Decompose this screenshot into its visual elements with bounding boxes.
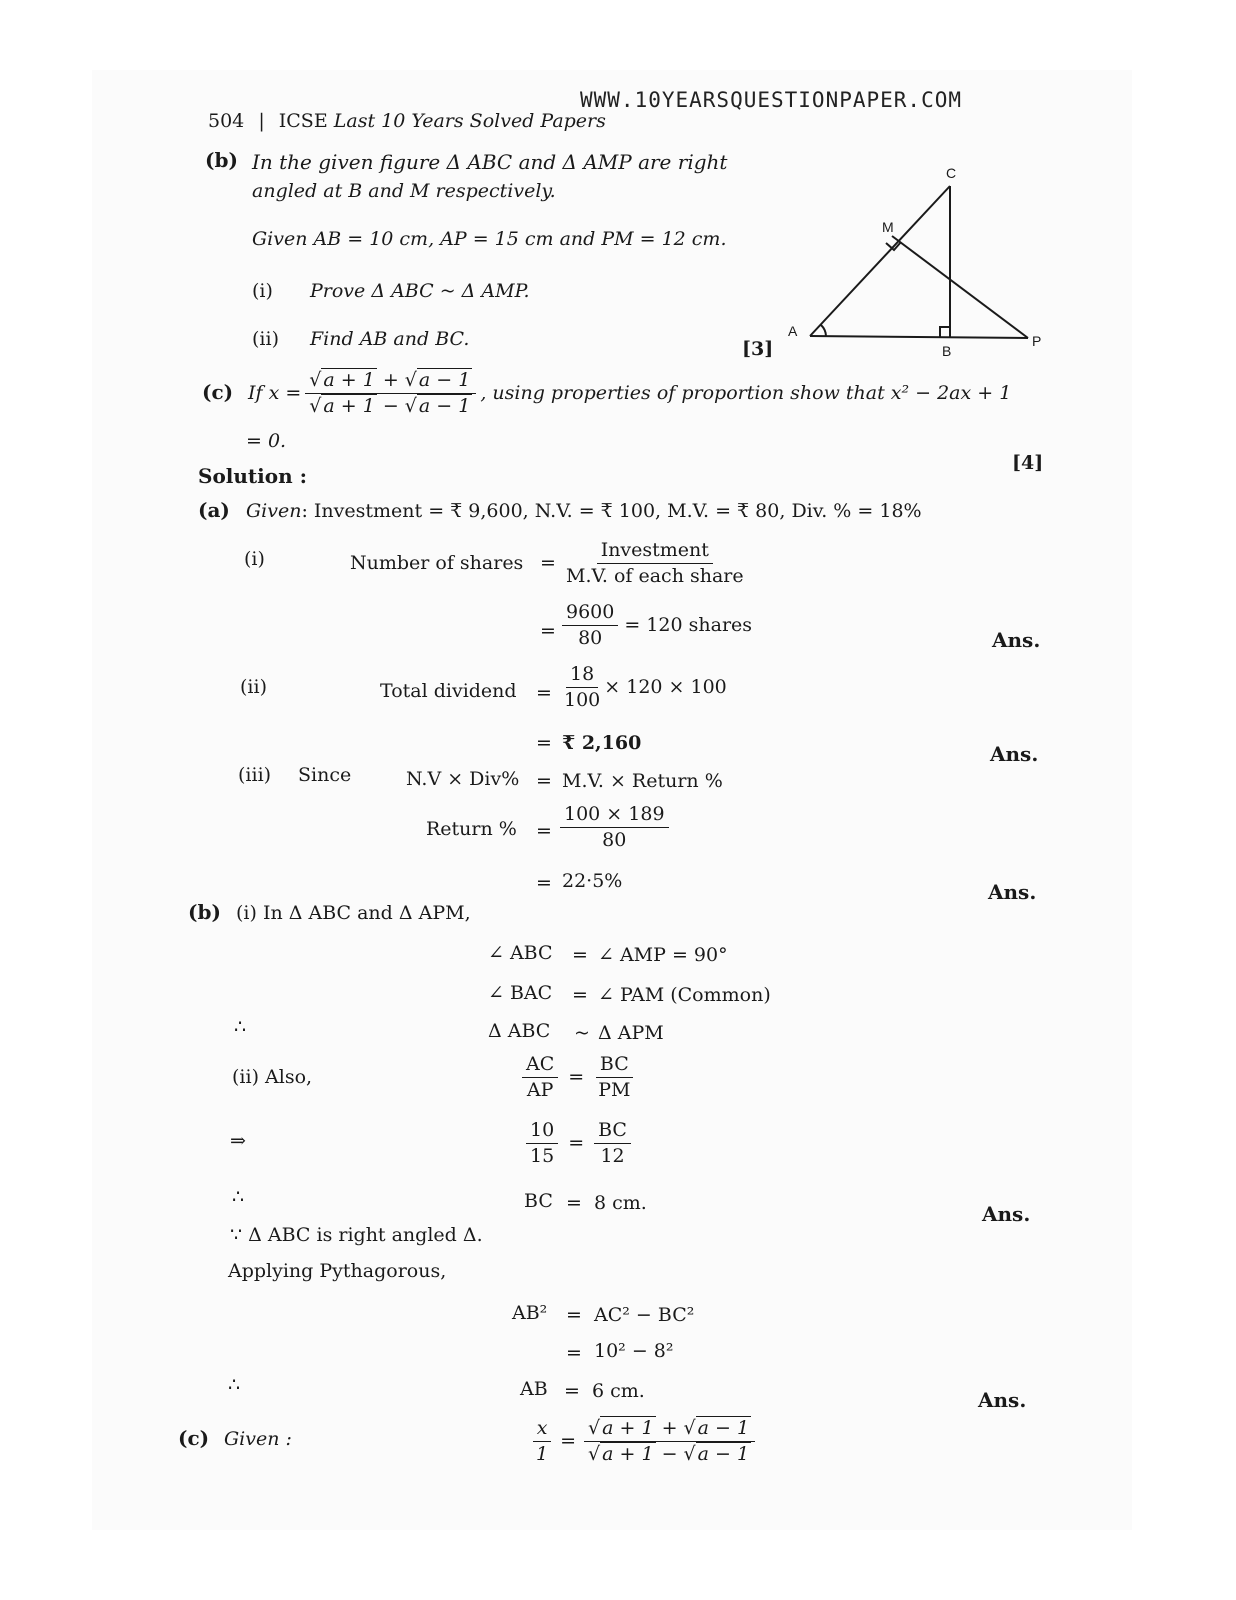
sol-a-i-eq2: = <box>540 620 556 642</box>
sol-a-ii-num: 18 <box>566 664 598 688</box>
sol-b-f1-ld: AP <box>526 1078 554 1101</box>
sol-b-ab-eq: = <box>566 1304 582 1326</box>
sol-b-ab-rhs2: 10² − 8² <box>594 1340 674 1362</box>
sol-b-intro: (i) In Δ ABC and Δ APM, <box>236 902 471 924</box>
sol-b-eq3-op: ~ <box>574 1022 590 1044</box>
ans-a-i: Ans. <box>992 628 1041 652</box>
sol-a-iii-eq2: = <box>536 820 552 842</box>
sol-a-ii-result: ₹ 2,160 <box>562 732 642 754</box>
sol-a-iii-rhs: M.V. × Return % <box>562 770 723 792</box>
question-b-line1: In the given figure Δ ABC and Δ AMP are right <box>252 150 728 174</box>
sol-b-f1-rn: BC <box>596 1054 633 1078</box>
sol-b-eq2-lhs: ∠ BAC <box>488 982 553 1004</box>
question-b-part-i-num: (i) <box>252 280 273 302</box>
qc-den-a: a + 1 <box>323 394 375 417</box>
solution-heading: Solution : <box>198 464 307 488</box>
label-a: A <box>788 323 798 339</box>
sol-a-given-text: : Investment = ₹ 9,600, N.V. = ₹ 100, M.V. = ₹ 80, Div. % = 18% <box>301 500 922 522</box>
book-title: ICSE <box>278 110 328 132</box>
sol-b-f2-rd: 12 <box>600 1144 625 1167</box>
question-b-given: Given AB = 10 cm, AP = 15 cm and PM = 12 cm. <box>252 228 727 250</box>
question-c-prefix: If x = <box>248 382 302 405</box>
question-c-text2: = 0. <box>246 430 287 452</box>
sol-a-i-num2: 9600 <box>562 602 618 626</box>
sol-b-ab-rhs: AC² − BC² <box>594 1304 695 1326</box>
label-b: B <box>942 343 952 359</box>
sol-a-iii-eq: = <box>536 770 552 792</box>
header-separator: | <box>258 110 265 132</box>
ans-a-ii: Ans. <box>990 742 1039 766</box>
sol-c-x-num: x <box>533 1418 552 1442</box>
question-b-part-ii-text: Find AB and BC. <box>310 328 470 350</box>
sol-b-f1-ln: AC <box>522 1054 558 1078</box>
sol-b-f2-ln: 10 <box>526 1120 558 1144</box>
sol-b-bc-rhs: 8 cm. <box>594 1192 647 1214</box>
sol-c-label: (c) <box>178 1426 210 1450</box>
sol-b-because: ∵ Δ ABC is right angled Δ. <box>230 1224 483 1246</box>
page-number: 504 <box>208 110 245 132</box>
sol-b-ab-lhs: AB² <box>512 1302 548 1324</box>
label-m: M <box>882 219 894 235</box>
sol-a-i-num: Investment <box>597 540 713 564</box>
triangle-figure <box>780 160 1080 360</box>
ans-b-bc: Ans. <box>982 1202 1031 1226</box>
sol-a-iii-eq3: = <box>536 872 552 894</box>
question-c-text: , using properties of proportion show that x² − 2ax + 1 <box>480 382 1012 405</box>
question-c-fraction: $\frac{√ a + 1 + √ a - 1}{√ a + 1 - √ a - 1}$ <box>305 370 476 417</box>
sol-b-label: (b) <box>188 900 221 924</box>
sol-c-num-b: a − 1 <box>697 1417 750 1439</box>
sol-a-ii-lhs: Total dividend <box>380 680 517 702</box>
sol-c-num-a: a + 1 <box>602 1417 654 1439</box>
sol-b-ab-eq2: = <box>566 1342 582 1364</box>
sol-b-bc-lhs: BC <box>524 1190 553 1212</box>
sol-b-f2-eq: = <box>568 1132 585 1155</box>
question-c-formula <box>248 370 1011 417</box>
line-ac <box>810 186 950 336</box>
sol-a-iii-fraction <box>560 804 669 851</box>
sol-c-given: Given : <box>224 1428 292 1450</box>
sol-a-iii-lhs2: Return % <box>426 818 517 840</box>
sol-b-f1-eq: = <box>568 1066 585 1089</box>
question-b-part-i-text: Prove Δ ABC ~ Δ AMP. <box>310 280 530 302</box>
sol-b-f2-rn: BC <box>594 1120 631 1144</box>
sol-c-den-b: a − 1 <box>697 1442 750 1465</box>
sol-a-given-label: Given <box>246 500 302 522</box>
question-c-marks: [4] <box>1012 452 1044 474</box>
sol-a-i-eq: = <box>540 552 556 574</box>
book-title-italic: Last 10 Years Solved Papers <box>333 110 606 132</box>
sol-a-label: (a) <box>198 498 230 522</box>
sol-a-ii-calc <box>560 664 727 711</box>
sol-c-num-op: + <box>661 1417 678 1439</box>
label-c: C <box>946 165 957 181</box>
sol-c-den-op: − <box>661 1442 678 1465</box>
sol-a-ii-label: (ii) <box>240 676 267 698</box>
sol-b-ratio-1 <box>522 1054 634 1101</box>
sol-b-f2-ld: 15 <box>530 1144 555 1167</box>
sol-b-eq1-lhs: ∠ ABC <box>488 942 553 964</box>
sol-a-i-result: = 120 shares <box>624 614 753 637</box>
question-c-label: (c) <box>202 380 234 404</box>
ans-b-ab: Ans. <box>978 1388 1027 1412</box>
sol-a-iii-lhs: N.V × Div% <box>406 768 520 790</box>
question-b-line2: angled at B and M respectively. <box>252 180 556 202</box>
sol-a-iii-num: 100 × 189 <box>560 804 669 828</box>
sol-b-eq3-lhs: Δ ABC <box>488 1020 551 1042</box>
ans-a-iii: Ans. <box>988 880 1037 904</box>
sol-a-iii-den: 80 <box>602 828 627 851</box>
sol-b-ab-final-eq: = <box>564 1380 580 1402</box>
label-p: P <box>1032 333 1042 349</box>
sol-b-also: (ii) Also, <box>232 1066 313 1088</box>
line-ap <box>810 336 1028 338</box>
question-b-label: (b) <box>205 148 238 172</box>
sol-a-ii-eq: = <box>536 682 552 704</box>
line-mp <box>892 236 1028 338</box>
sol-a-i-lhs: Number of shares <box>350 552 524 574</box>
sol-b-implies: ⇒ <box>230 1130 246 1152</box>
sol-b-bc-eq: = <box>566 1192 582 1214</box>
sol-a-iii-label: (iii) <box>238 764 272 786</box>
sol-a-iii-since: Since <box>298 764 352 786</box>
sol-b-ab-final-lhs: AB <box>520 1378 548 1400</box>
sol-a-iii-result: 22·5% <box>562 870 623 892</box>
running-header <box>208 110 606 132</box>
watermark-url: WWW.10YEARSQUESTIONPAPER.COM <box>580 88 963 112</box>
sol-b-eq3-rhs: Δ APM <box>598 1022 664 1044</box>
sol-c-den-a: a + 1 <box>602 1442 654 1465</box>
sol-c-eq: = <box>560 1430 577 1453</box>
sol-a-i-fraction <box>562 540 748 587</box>
angle-arc-a <box>821 325 826 336</box>
question-b-marks: [3] <box>742 338 774 360</box>
sol-b-eq2-eq: = <box>572 984 588 1006</box>
sol-b-ratio-2 <box>526 1120 631 1167</box>
sol-a-ii-den: 100 <box>564 688 601 711</box>
sol-b-therefore-1: ∴ <box>234 1016 247 1038</box>
sol-b-eq1-eq: = <box>572 944 588 966</box>
sol-a-given <box>246 500 922 522</box>
sol-a-i-calc <box>562 602 752 649</box>
qc-den-b: a − 1 <box>418 394 471 417</box>
sol-b-ab-final-rhs: 6 cm. <box>592 1380 645 1402</box>
sol-a-i-label: (i) <box>244 548 265 570</box>
qc-num-op: + <box>382 369 399 391</box>
sol-c-x-den: 1 <box>536 1442 549 1465</box>
sol-a-i-den: M.V. of each share <box>566 564 744 587</box>
sol-b-eq2-rhs: ∠ PAM (Common) <box>598 984 771 1006</box>
question-b-part-ii-num: (ii) <box>252 328 279 350</box>
sol-b-pythagoras: Applying Pythagorous, <box>228 1260 447 1282</box>
sol-a-ii-eq2: = <box>536 732 552 754</box>
sol-a-i-den2: 80 <box>578 626 603 649</box>
sol-b-f1-rd: PM <box>598 1078 631 1101</box>
sol-b-therefore-3: ∴ <box>228 1374 241 1396</box>
qc-den-op: − <box>382 394 399 417</box>
right-angle-b <box>940 327 950 337</box>
qc-num-b: a − 1 <box>418 369 471 391</box>
qc-num-a: a + 1 <box>323 369 375 391</box>
sol-c-formula: $\frac{x}{1}$ = $\frac{√ a + 1 + √ a - 1}{√ a + 1 - √ a - 1}$ <box>532 1418 755 1465</box>
sol-b-eq1-rhs: ∠ AMP = 90° <box>598 944 728 966</box>
sol-b-therefore-2: ∴ <box>232 1186 245 1208</box>
sol-a-ii-rest: × 120 × 100 <box>604 676 727 699</box>
